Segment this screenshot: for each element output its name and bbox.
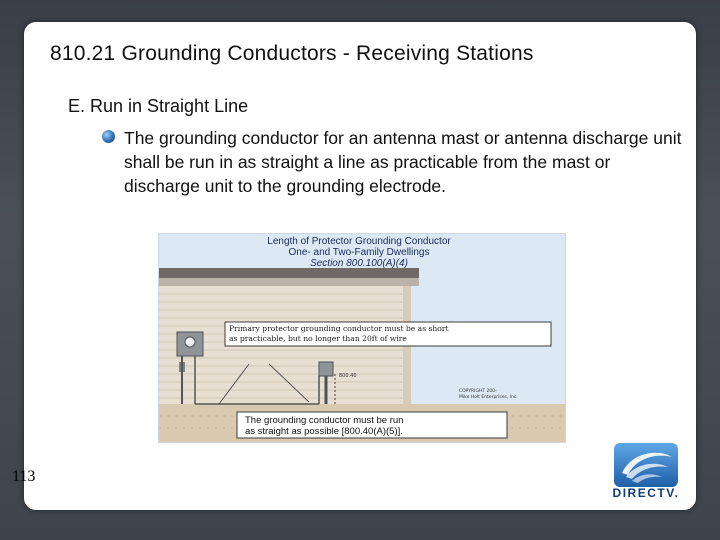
slide-card — [24, 22, 696, 510]
roof-eave — [159, 268, 419, 278]
callout-bottom-line1: The grounding conductor must be run — [245, 415, 404, 426]
copyright-line1: COPYRIGHT 200- — [459, 389, 497, 394]
slide-title: 810.21 Grounding Conductors - Receiving Stations — [50, 42, 534, 65]
figure-title-line1: Length of Protector Grounding Conductor — [267, 236, 451, 247]
bullet-text: The grounding conductor for an antenna mast or antenna discharge unit shall be run in as straight a line as practicable from the mast or discharge unit to the grounding electrode. — [124, 128, 682, 196]
callout-bottom-line2: as straight as possible [800.40(A)(5)]. — [245, 426, 403, 437]
bullet-icon — [102, 130, 115, 143]
directv-wordmark: DIRECTV. — [612, 486, 680, 500]
directv-logo — [608, 443, 684, 501]
figure-title-line2: One- and Two-Family Dwellings — [288, 247, 430, 258]
copyright-line2: Mike Holt Enterprises, Inc — [459, 395, 517, 400]
protector-box — [319, 362, 333, 376]
directv-cyclone-icon — [614, 443, 678, 487]
roof-fascia — [159, 278, 419, 286]
grounding-diagram — [158, 233, 566, 443]
page-number: 113 — [12, 468, 36, 485]
subheading: E. Run in Straight Line — [68, 96, 249, 116]
dimension-label: 800.40 — [339, 373, 357, 379]
directv-logo-mark — [614, 443, 678, 487]
figure-title-line3: Section 800.100(A)(4) — [310, 258, 408, 269]
callout-top-line2: as practicable, but no longer than 20ft of wire — [229, 334, 407, 343]
meter-dial — [185, 337, 195, 347]
callout-top-line1: Primary protector grounding conductor must be as short — [229, 324, 449, 333]
grounding-illustration — [159, 234, 565, 442]
